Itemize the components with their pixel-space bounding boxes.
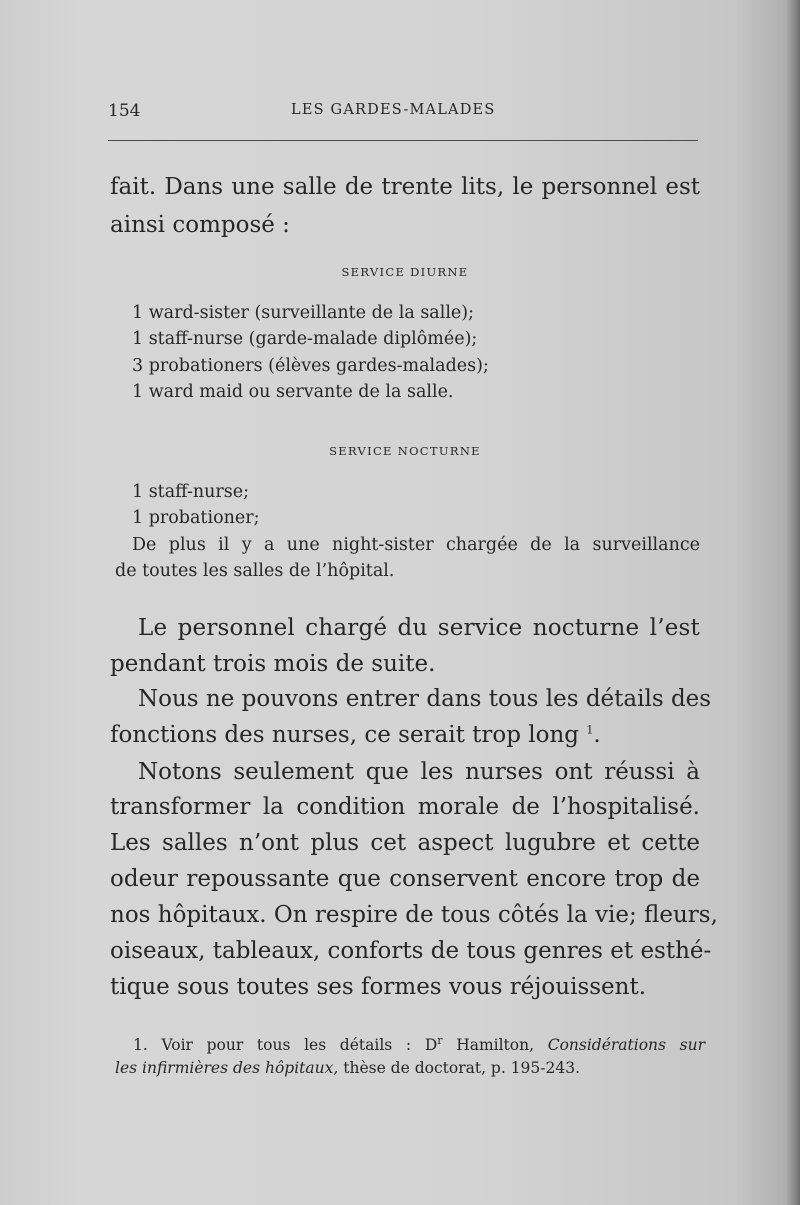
page-number: 154 xyxy=(108,101,141,121)
paragraph-3-line: odeur repoussante que conservent encore trop de xyxy=(110,866,700,892)
page-header xyxy=(108,101,698,125)
diurne-item: 1 ward-sister (surveillante de la salle); xyxy=(132,303,475,323)
paragraph-3-line: nos hôpitaux. On respire de tous côtés la vie; fleurs, xyxy=(110,902,718,928)
footnote-line-1 xyxy=(133,1033,705,1054)
nocturne-item: 1 probationer; xyxy=(132,508,260,528)
paragraph-2-line-2 xyxy=(110,722,700,748)
paragraph-2-line-2-text: fonctions des nurses, ce serait trop long xyxy=(110,722,580,748)
footnote-dr-sup: r xyxy=(437,1033,443,1047)
intro-line-2: ainsi composé : xyxy=(110,212,290,238)
diurne-item: 1 staff-nurse (garde-malade diplômée); xyxy=(132,329,478,349)
diurne-item: 1 ward maid ou servante de la salle. xyxy=(132,382,454,402)
paragraph-3-line: Notons seulement que les nurses ont réussi à xyxy=(138,759,700,785)
nocturne-note-line-2: de toutes les salles de l’hôpital. xyxy=(115,561,395,581)
footnote-line-2 xyxy=(115,1059,705,1077)
nocturne-note-line-1: De plus il y a une night-sister chargée de la surveillance xyxy=(132,535,700,555)
paragraph-3-line: transformer la condition morale de l’hospitalisé. xyxy=(110,794,700,820)
paragraph-2-line-1: Nous ne pouvons entrer dans tous les détails des xyxy=(138,686,712,712)
running-head: LES GARDES-MALADES xyxy=(291,102,496,118)
footnote-lead: Voir pour tous les détails : xyxy=(161,1036,412,1054)
footnote-reference: 1 xyxy=(586,723,594,737)
intro-line-1: fait. Dans une salle de trente lits, le personnel est xyxy=(110,174,700,200)
footnote-title-part-2: les infirmières des hôpitaux, xyxy=(115,1059,339,1077)
section-title-nocturne: SERVICE NOCTURNE xyxy=(329,444,481,458)
footnote-marker: 1. xyxy=(133,1036,148,1054)
paragraph-1-line-2: pendant trois mois de suite. xyxy=(110,651,436,677)
diurne-item: 3 probationers (élèves gardes-malades); xyxy=(132,356,489,376)
paragraph-3-line: tique sous toutes ses formes vous réjouissent. xyxy=(110,974,647,1000)
paragraph-1-line-1: Le personnel chargé du service nocturne l’est xyxy=(138,615,700,641)
paragraph-2-line-2-end: . xyxy=(593,722,601,748)
footnote-title-part-1: Considérations sur xyxy=(547,1036,705,1054)
page-gutter-shadow xyxy=(786,0,800,1205)
header-rule xyxy=(108,140,698,141)
footnote-dr: D xyxy=(424,1036,438,1054)
footnote-author: Hamilton, xyxy=(456,1036,535,1054)
paragraph-3-line: Les salles n’ont plus cet aspect lugubre et cette xyxy=(110,830,700,856)
nocturne-item: 1 staff-nurse; xyxy=(132,482,250,502)
section-title-diurne: SERVICE DIURNE xyxy=(341,265,469,279)
footnote-rest: thèse de doctorat, p. 195-243. xyxy=(343,1059,581,1077)
paragraph-3-line: oiseaux, tableaux, conforts de tous genres et esthé- xyxy=(110,938,712,964)
